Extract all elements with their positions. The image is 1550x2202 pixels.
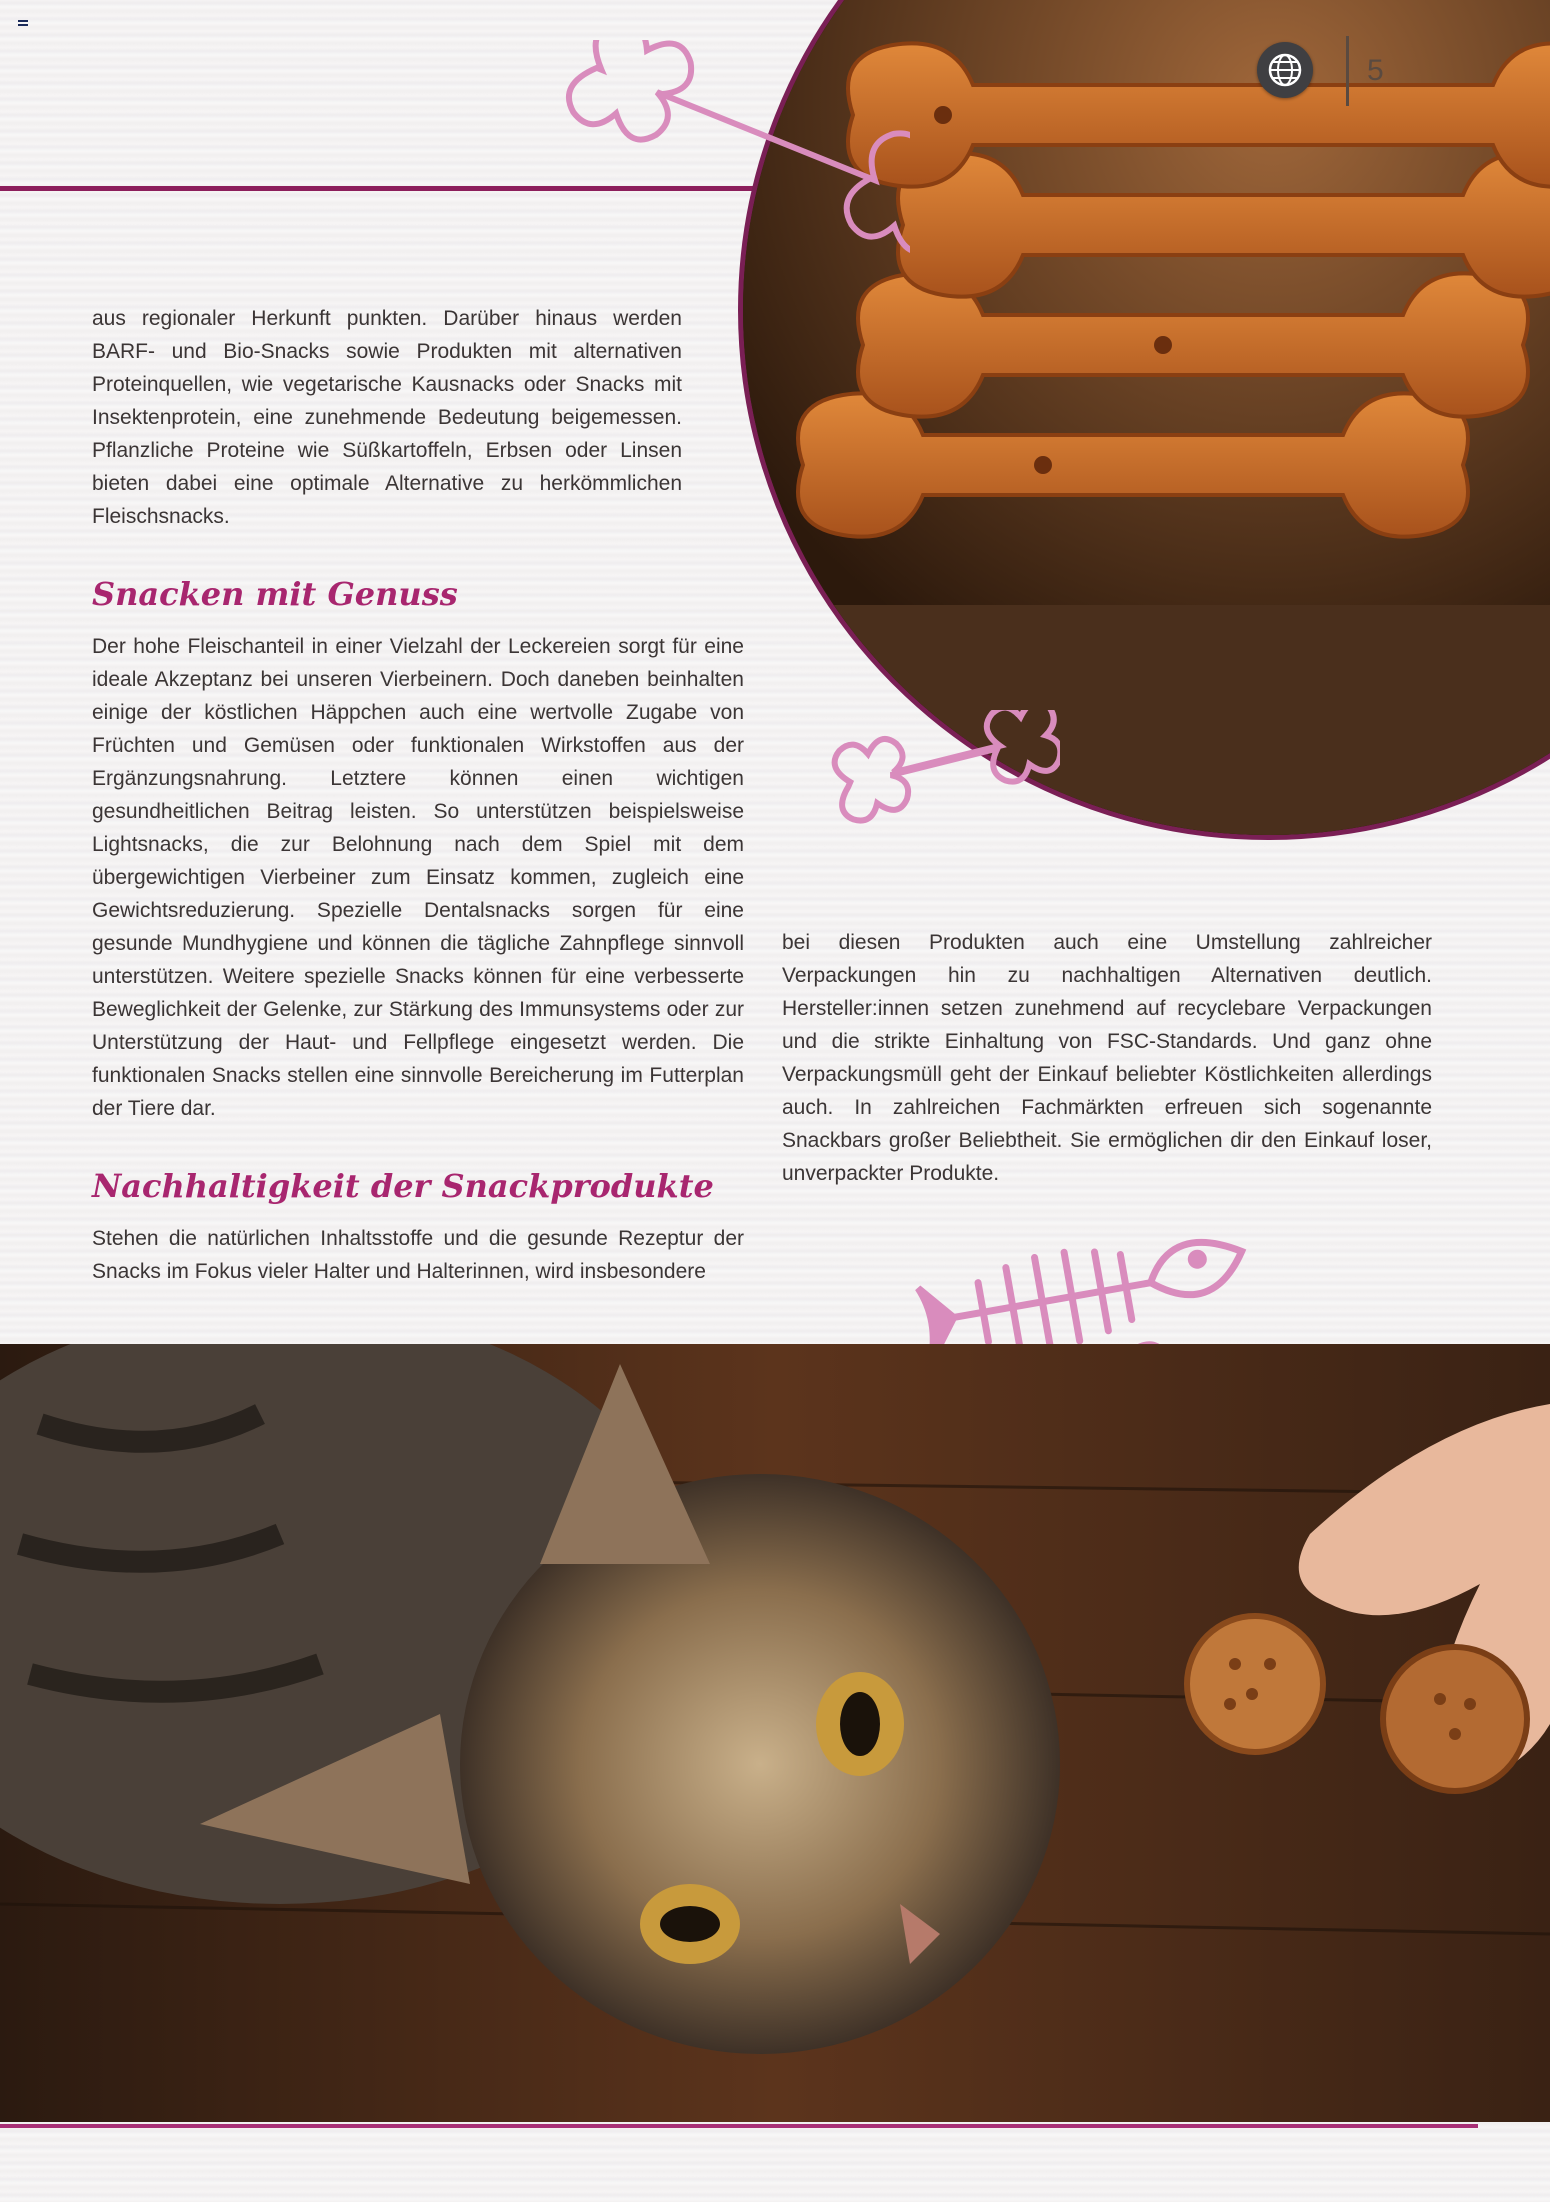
intro-paragraph: aus regionaler Herkunft punkten. Darüber hinaus werden BARF- und Bio-Snacks sowie Produkten mit alternativen Proteinquellen, wie vegetarische Kausnacks oder Snacks mit Insektenprotein, eine zunehmende Bedeutung beigemessen. Pflanzliche Proteine wie Süßkartoffeln, Erbsen oder Linsen bieten dabei eine optimale Alternative zu herkömmlichen Fleischsnacks. — [92, 307, 682, 528]
bone-small-doodle-icon — [820, 710, 1060, 830]
column2-paragraph: bei diesen Produkten auch eine Umstellung zahlreicher Verpackungen hin zu nachhaltigen Alternativen deutlich. Hersteller:innen setzen zunehmend auf recyclebare Verpackungen und die strikte Einhaltung von FSC-Standards. Und ganz ohne Verpackungsmüll geht der Einkauf beliebter Köstlichkeiten allerdings auch. In zahlreichen Fachmärkten erfreuen sich sogenannte Snackbars großer Beliebtheit. Sie ermöglichen dir den Einkauf loser, unverpackter Produkte. — [782, 931, 1432, 1185]
bone-doodle-icon — [530, 40, 910, 260]
section-heading-nachhaltigkeit: Nachhaltigkeit der Snackprodukte — [92, 1167, 714, 1205]
page-number: 5 — [1346, 36, 1407, 106]
globe-button[interactable] — [1257, 42, 1313, 98]
menu-icon[interactable] — [18, 20, 28, 28]
section-heading-snacken: Snacken mit Genuss — [92, 575, 458, 613]
bottom-rule — [0, 2124, 1478, 2128]
section-paragraph-nachhaltigkeit: Stehen die natürlichen Inhaltsstoffe und die gesunde Rezeptur der Snacks im Fokus vieler Halter und Halterinnen, wird insbesondere — [92, 1227, 744, 1283]
section-paragraph-snacken: Der hohe Fleischanteil in einer Vielzahl der Leckereien sorgt für eine ideale Akzeptanz bei unseren Vierbeinern. Doch daneben beinhalten einige der köstlichen Häppchen auch eine wertvolle Zugabe von Früchten und Gemüsen oder funktionalen Wirkstoffen aus der Ergänzungsnahrung. Letztere können einen wichtigen gesundheitlichen Beitrag leisten. So unterstützen beispielsweise Lightsnacks, die zur Belohnung nach dem Spiel mit dem übergewichtigen Vierbeiner zum Einsatz kommen, zugleich eine Gewichtsreduzierung. Spezielle Dentalsnacks sorgen für eine gesunde Mundhygiene und können die tägliche Zahnpflege sinnvoll unterstützen. Weitere spezielle Snacks können für eine verbesserte Beweglichkeit der Gelenke, zur Stärkung des Immunsystems oder zur Unterstützung der Haut- und Fellpflege eingesetzt werden. Die funktionalen Snacks stellen eine sinnvolle Bereicherung im Futterplan der Tiere dar. — [92, 635, 744, 1120]
kitten-treat-photo — [0, 1344, 1550, 2122]
globe-icon — [1267, 52, 1303, 88]
kitten-illustration — [0, 1344, 1550, 2122]
